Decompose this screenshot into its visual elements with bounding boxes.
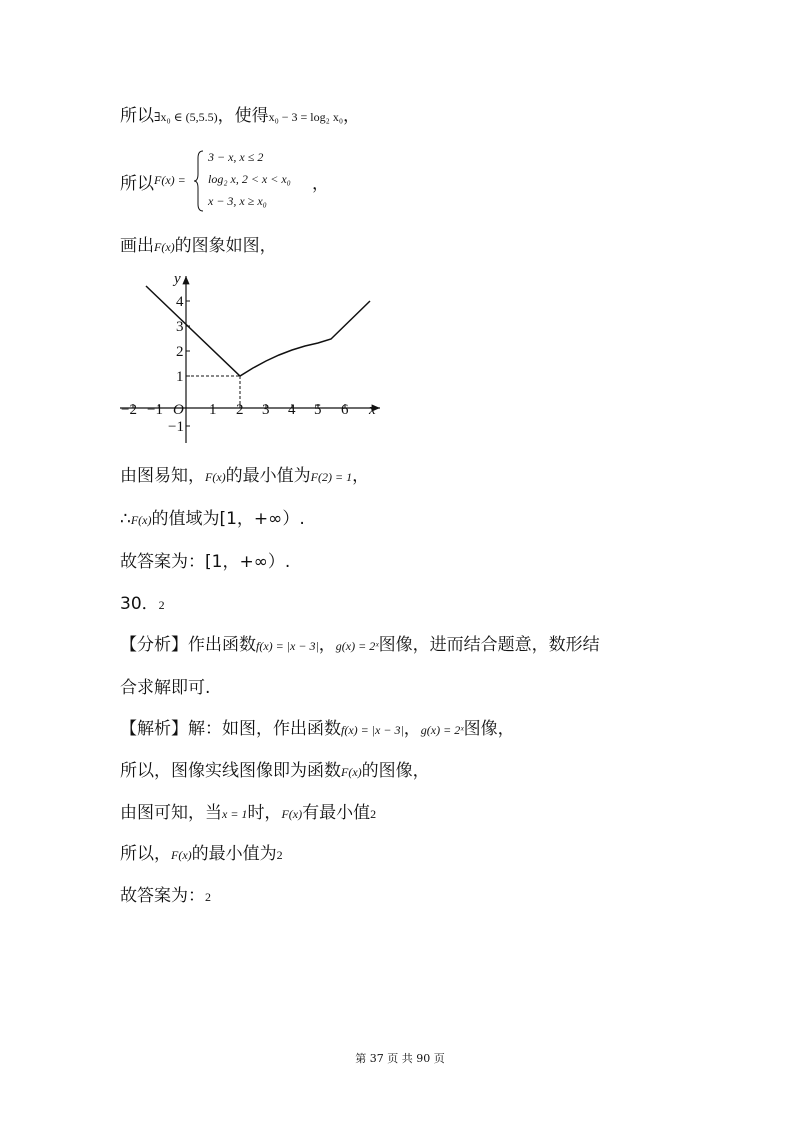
text: ，使得 <box>217 106 269 126</box>
piecewise-definition <box>120 150 420 212</box>
text: 所以， <box>120 844 171 864</box>
y-tick-label: 3 <box>176 319 184 335</box>
math-expr: x = 1 <box>222 807 248 821</box>
y-tick-label: 1 <box>176 369 184 385</box>
text: 有最小值 <box>302 803 371 823</box>
therefore-symbol: ∴ <box>120 509 131 529</box>
text: 的值域为[1，+∞）. <box>151 509 305 529</box>
answer-value: 2 <box>276 848 283 862</box>
text: 的最小值为 <box>225 466 311 486</box>
text: ， <box>352 466 370 486</box>
text: 【分析】作出函数 <box>120 635 256 655</box>
text: ， <box>403 719 421 739</box>
math-expr: F(x) <box>130 513 152 527</box>
text: 图像，进而结合题意，数形结 <box>378 635 600 655</box>
left-brace <box>194 150 204 212</box>
answer-text: 故答案为：[1，+∞）. <box>120 552 291 572</box>
text: 所以 <box>120 174 154 194</box>
text: 所以，图像实线图像即为函数 <box>120 761 341 781</box>
text: ， <box>343 106 360 126</box>
y-axis-label: y <box>174 271 181 287</box>
text-line-3: 画出F(x)的图象如图， <box>120 236 277 256</box>
text: 的图象如图， <box>174 236 277 256</box>
math-expr: F(x) <box>341 765 362 779</box>
x-tick-label: 1 <box>209 402 217 418</box>
answer-value: 2 <box>370 807 377 821</box>
answer-value: 2 <box>205 890 211 904</box>
x-axis-label: x <box>369 402 376 418</box>
math-expr: f(x) = |x − 3| <box>256 639 319 653</box>
case-3: x − 3, x ≥ x₀ <box>208 194 267 208</box>
text: 的图像， <box>361 761 430 781</box>
math-expr: F(2) = 1 <box>310 470 353 484</box>
math-expr: F(x) <box>171 848 192 862</box>
x-tick-label: 5 <box>314 402 322 418</box>
solution-line <box>120 717 515 742</box>
text: 图像， <box>463 719 515 739</box>
math-expr: f(x) = |x − 3| <box>341 723 404 737</box>
origin-label: O <box>173 402 184 418</box>
text: 的最小值为 <box>191 844 277 864</box>
y-tick-label: 4 <box>176 294 184 310</box>
text: 由图易知， <box>120 466 205 486</box>
text: 由图可知，当 <box>120 803 222 823</box>
case-2: log₂ x, 2 < x < x₀ <box>208 172 291 186</box>
text-line-9 <box>120 676 210 700</box>
text: ， <box>312 174 329 194</box>
math-expr: F(x) = <box>154 173 186 187</box>
math-expr: F(x) <box>205 470 226 484</box>
case-1: 3 − x, x ≤ 2 <box>208 150 264 164</box>
page-footer: 第 37 页 共 90 页 <box>355 1052 445 1065</box>
question-number: 30． <box>120 594 159 614</box>
math-expr: g(x) = 2ˣ <box>420 723 464 737</box>
y-tick-label: −1 <box>168 419 184 435</box>
math-expr: x₀ − 3 = log₂ x₀ <box>268 110 343 124</box>
question-number-line <box>120 592 165 617</box>
x-tick-label: 2 <box>236 402 244 418</box>
text-line-13 <box>120 842 283 867</box>
y-tick-label: 2 <box>176 344 184 360</box>
text-line-1 <box>120 104 360 129</box>
x-tick-label: 3 <box>262 402 270 418</box>
answer-value: 2 <box>158 598 165 612</box>
x-tick-label: −2 <box>121 402 137 418</box>
x-tick-label: 4 <box>288 402 296 418</box>
text-line-4 <box>120 464 369 489</box>
text: 【解析】解：如图，作出函数 <box>120 719 341 739</box>
analysis-line <box>120 633 600 658</box>
text: 合求解即可. <box>120 678 211 698</box>
text-line-5 <box>120 507 305 532</box>
text-line-6 <box>120 550 290 574</box>
math-expr: ∃x₀ ∈ (5,5.5) <box>154 110 218 124</box>
x-tick-label: −1 <box>147 402 163 418</box>
text-line-14 <box>120 884 211 909</box>
text-line-12 <box>120 801 376 826</box>
math-expr: F(x) <box>154 240 175 254</box>
text: 故答案为： <box>120 886 205 906</box>
math-expr: F(x) <box>281 807 303 821</box>
text: ， <box>318 635 336 655</box>
text: 所以 <box>120 106 154 126</box>
math-expr: g(x) = 2ˣ <box>335 639 379 653</box>
text: 时， <box>247 803 282 823</box>
x-tick-label: 6 <box>341 402 349 418</box>
function-graph <box>118 268 388 448</box>
text-line-11 <box>120 759 430 784</box>
